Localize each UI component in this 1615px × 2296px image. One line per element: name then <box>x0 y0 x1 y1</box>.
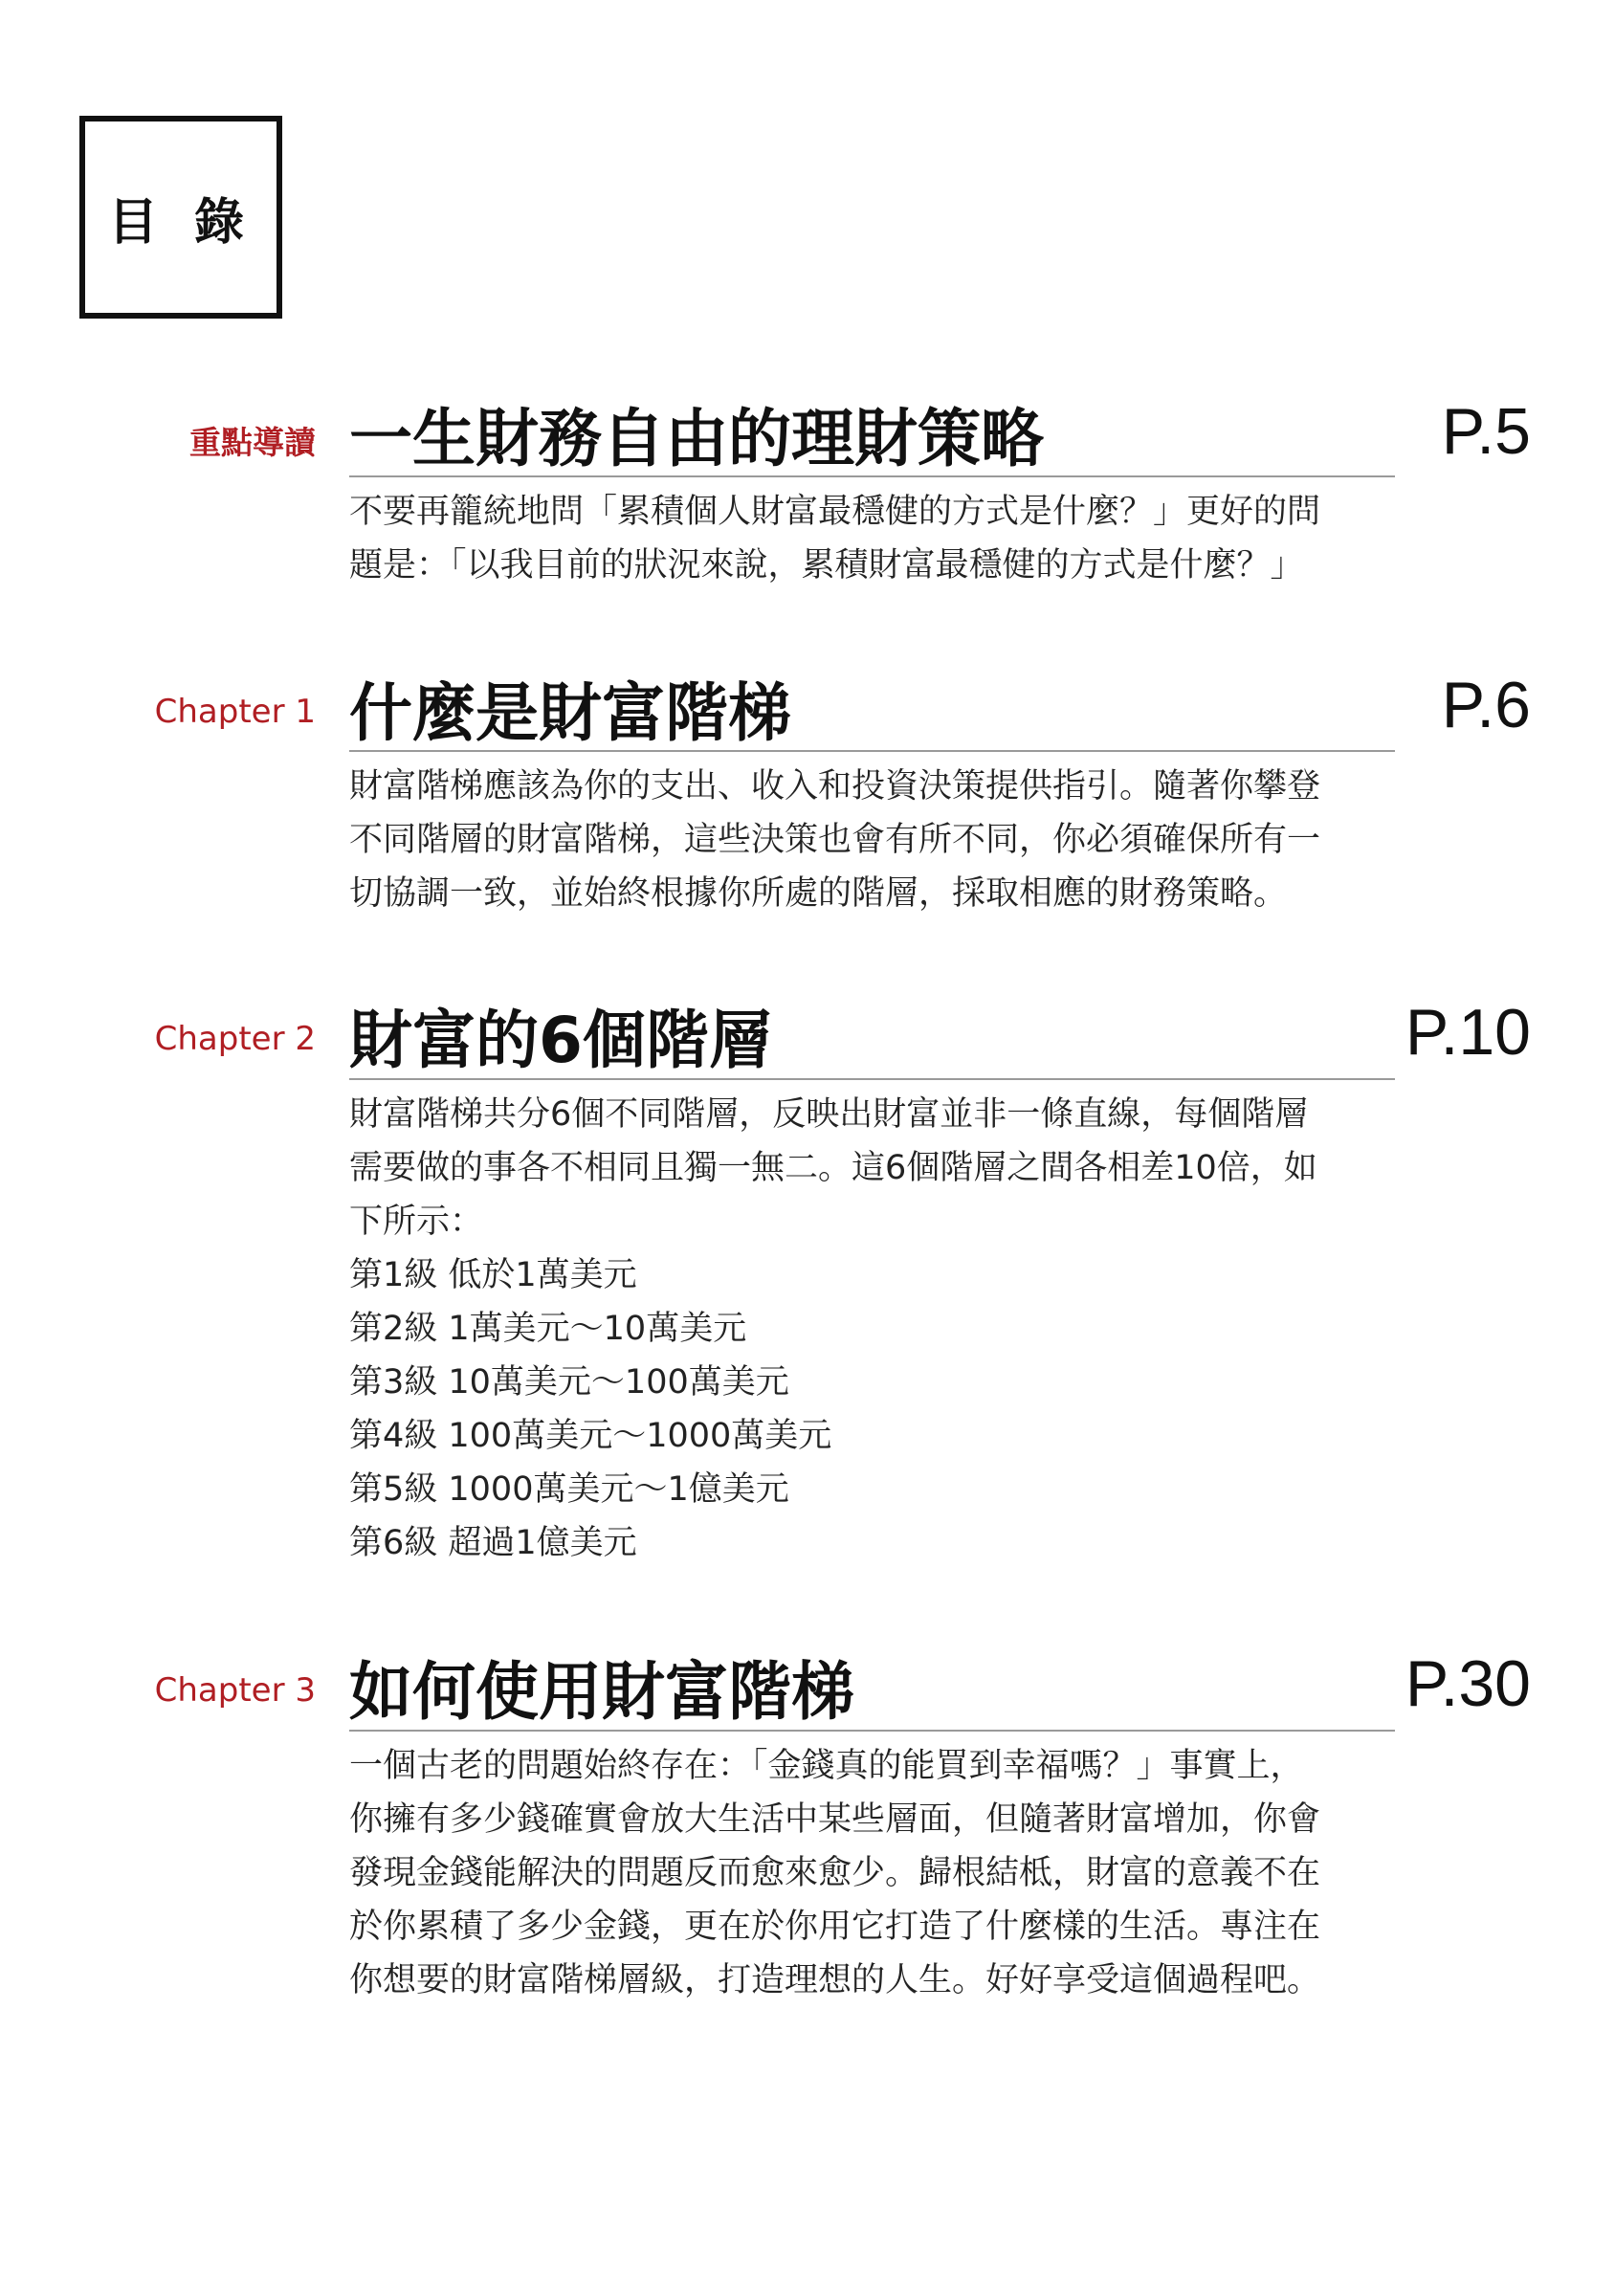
section-summary <box>349 760 1402 920</box>
summary-line: 發現金錢能解決的問題反而愈來愈少。歸根結柢，財富的意義不在 <box>349 1854 1321 1892</box>
section-page-number: P.6 <box>1441 669 1531 741</box>
summary-line: 一個古老的問題始終存在：「金錢真的能買到幸福嗎？」事實上， <box>349 1747 1304 1785</box>
summary-line: 你想要的財富階梯層級，打造理想的人生。好好享受這個過程吧。 <box>349 1961 1321 1999</box>
section-divider <box>349 750 1395 752</box>
section-title: 財富的6個階層 <box>349 1004 772 1077</box>
summary-line: 題是：「以我目前的狀況來說，累積財富最穩健的方式是什麼？」 <box>349 546 1304 585</box>
summary-line: 下所示： <box>349 1203 484 1241</box>
level-list-item: 第2級 1萬美元～10萬美元 <box>349 1310 747 1348</box>
section-summary <box>349 1739 1402 2007</box>
section-page-number: P.30 <box>1405 1647 1531 1720</box>
summary-line: 不要再籠統地問「累積個人財富最穩健的方式是什麼？」更好的問 <box>349 493 1321 531</box>
level-list-item: 第5級 1000萬美元～1億美元 <box>349 1470 789 1509</box>
section-divider <box>349 475 1395 477</box>
summary-line: 於你累積了多少金錢，更在於你用它打造了什麼樣的生活。專注在 <box>349 1908 1321 1946</box>
section-page-number: P.10 <box>1405 996 1531 1069</box>
section-page-number: P.5 <box>1441 395 1531 468</box>
summary-line: 需要做的事各不相同且獨一無二。這6個階層之間各相差10倍，如 <box>349 1149 1317 1187</box>
section-title: 一生財務自由的理財策略 <box>349 402 1044 475</box>
summary-line: 你擁有多少錢確實會放大生活中某些層面，但隨著財富增加，你會 <box>349 1800 1321 1839</box>
section-title: 什麼是財富階梯 <box>349 676 791 750</box>
section-title: 如何使用財富階梯 <box>349 1655 854 1729</box>
section-tag: Chapter 1 <box>154 693 316 731</box>
toc-label-box <box>79 116 282 319</box>
section-summary <box>349 1088 1402 1570</box>
summary-line: 財富階梯共分6個不同階層，反映出財富並非一條直線，每個階層 <box>349 1095 1309 1134</box>
summary-line: 不同階層的財富階梯，這些決策也會有所不同，你必須確保所有一 <box>349 821 1321 859</box>
toc-label: 目 錄 <box>107 193 254 252</box>
level-list-item: 第6級 超過1億美元 <box>349 1524 637 1562</box>
section-divider <box>349 1078 1395 1080</box>
summary-line: 切協調一致，並始終根據你所處的階層，採取相應的財務策略。 <box>349 874 1288 913</box>
summary-line: 財富階梯應該為你的支出、收入和投資決策提供指引。隨著你攀登 <box>349 767 1321 806</box>
section-tag: Chapter 3 <box>154 1671 316 1710</box>
section-tag: 重點導讀 <box>189 424 316 461</box>
level-list-item: 第3級 10萬美元～100萬美元 <box>349 1363 789 1402</box>
level-list-item: 第1級 低於1萬美元 <box>349 1256 637 1294</box>
section-divider <box>349 1730 1395 1732</box>
level-list-item: 第4級 100萬美元～1000萬美元 <box>349 1417 832 1455</box>
section-tag: Chapter 2 <box>154 1020 316 1058</box>
section-summary <box>349 485 1402 592</box>
